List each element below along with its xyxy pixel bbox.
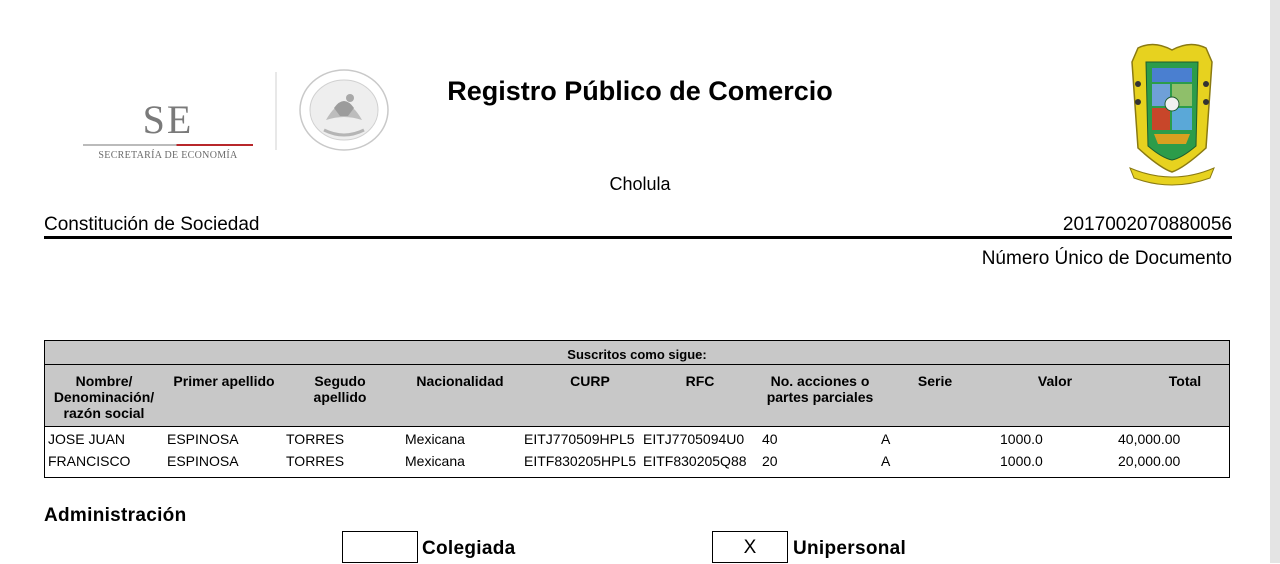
cell-valor: 1000.0 — [1000, 431, 1043, 447]
cell-acciones: 40 — [762, 431, 778, 447]
column-header-curp: CURP — [570, 373, 610, 389]
column-header-acciones: No. acciones o partes parciales — [766, 373, 874, 405]
state-coat-of-arms-icon — [1124, 40, 1220, 190]
caption-divider — [45, 364, 1229, 365]
cell-nombre: JOSE JUAN — [48, 431, 126, 447]
column-header-total: Total — [1168, 373, 1202, 389]
cell-acciones: 20 — [762, 453, 778, 469]
unipersonal-checkbox[interactable]: X — [712, 531, 788, 563]
column-header-segundo-apellido: Segudo apellido — [313, 373, 367, 405]
cell-serie: A — [881, 453, 891, 469]
column-header-valor: Valor — [1037, 373, 1073, 389]
secretaria-economia-logo — [78, 97, 258, 161]
cell-rfc: EITF830205Q88 — [643, 453, 747, 469]
column-header-primer-apellido: Primer apellido — [173, 373, 275, 389]
colegiada-label: Colegiada — [422, 538, 516, 559]
table-header — [45, 341, 1229, 427]
table-caption: Suscritos como sigue: — [567, 347, 707, 362]
cell-segundo-apellido: TORRES — [286, 431, 345, 447]
logo-divider — [275, 72, 277, 150]
column-header-nombre: Nombre/ Denominación/ razón social — [53, 373, 155, 421]
se-logo-rule — [83, 144, 253, 146]
mexican-seal-icon — [296, 68, 392, 152]
cell-total: 40,000.00 — [1118, 431, 1181, 447]
page-title: Registro Público de Comercio — [447, 76, 833, 106]
cell-curp: EITJ770509HPL5 — [524, 431, 635, 447]
document-number: 2017002070880056 — [1062, 214, 1232, 235]
cell-valor: 1000.0 — [1000, 453, 1043, 469]
administration-heading: Administración — [44, 505, 187, 526]
document-number-label: Número Único de Documento — [981, 248, 1232, 269]
subscribers-table — [44, 340, 1230, 478]
se-logo-initials: SE — [142, 97, 194, 142]
colegiada-checkbox[interactable] — [342, 531, 418, 563]
cell-curp: EITF830205HPL5 — [524, 453, 637, 469]
cell-segundo-apellido: TORRES — [286, 453, 345, 469]
document-type: Constitución de Sociedad — [44, 214, 260, 235]
cell-nombre: FRANCISCO — [48, 453, 131, 469]
cell-nacionalidad: Mexicana — [405, 431, 465, 447]
column-header-nacionalidad: Nacionalidad — [416, 373, 504, 389]
column-header-serie: Serie — [917, 373, 953, 389]
cell-nacionalidad: Mexicana — [405, 453, 465, 469]
cell-total: 20,000.00 — [1118, 453, 1181, 469]
cell-primer-apellido: ESPINOSA — [167, 453, 239, 469]
unipersonal-label: Unipersonal — [793, 538, 907, 559]
header-divider — [44, 236, 1232, 239]
page-scrollbar[interactable] — [1270, 0, 1280, 563]
cell-rfc: EITJ7705094U0 — [643, 431, 745, 447]
se-logo-name: SECRETARÍA DE ECONOMÍA — [98, 150, 238, 161]
city-name: Cholula — [609, 174, 671, 194]
cell-serie: A — [881, 431, 891, 447]
column-header-rfc: RFC — [685, 373, 715, 389]
cell-primer-apellido: ESPINOSA — [167, 431, 239, 447]
